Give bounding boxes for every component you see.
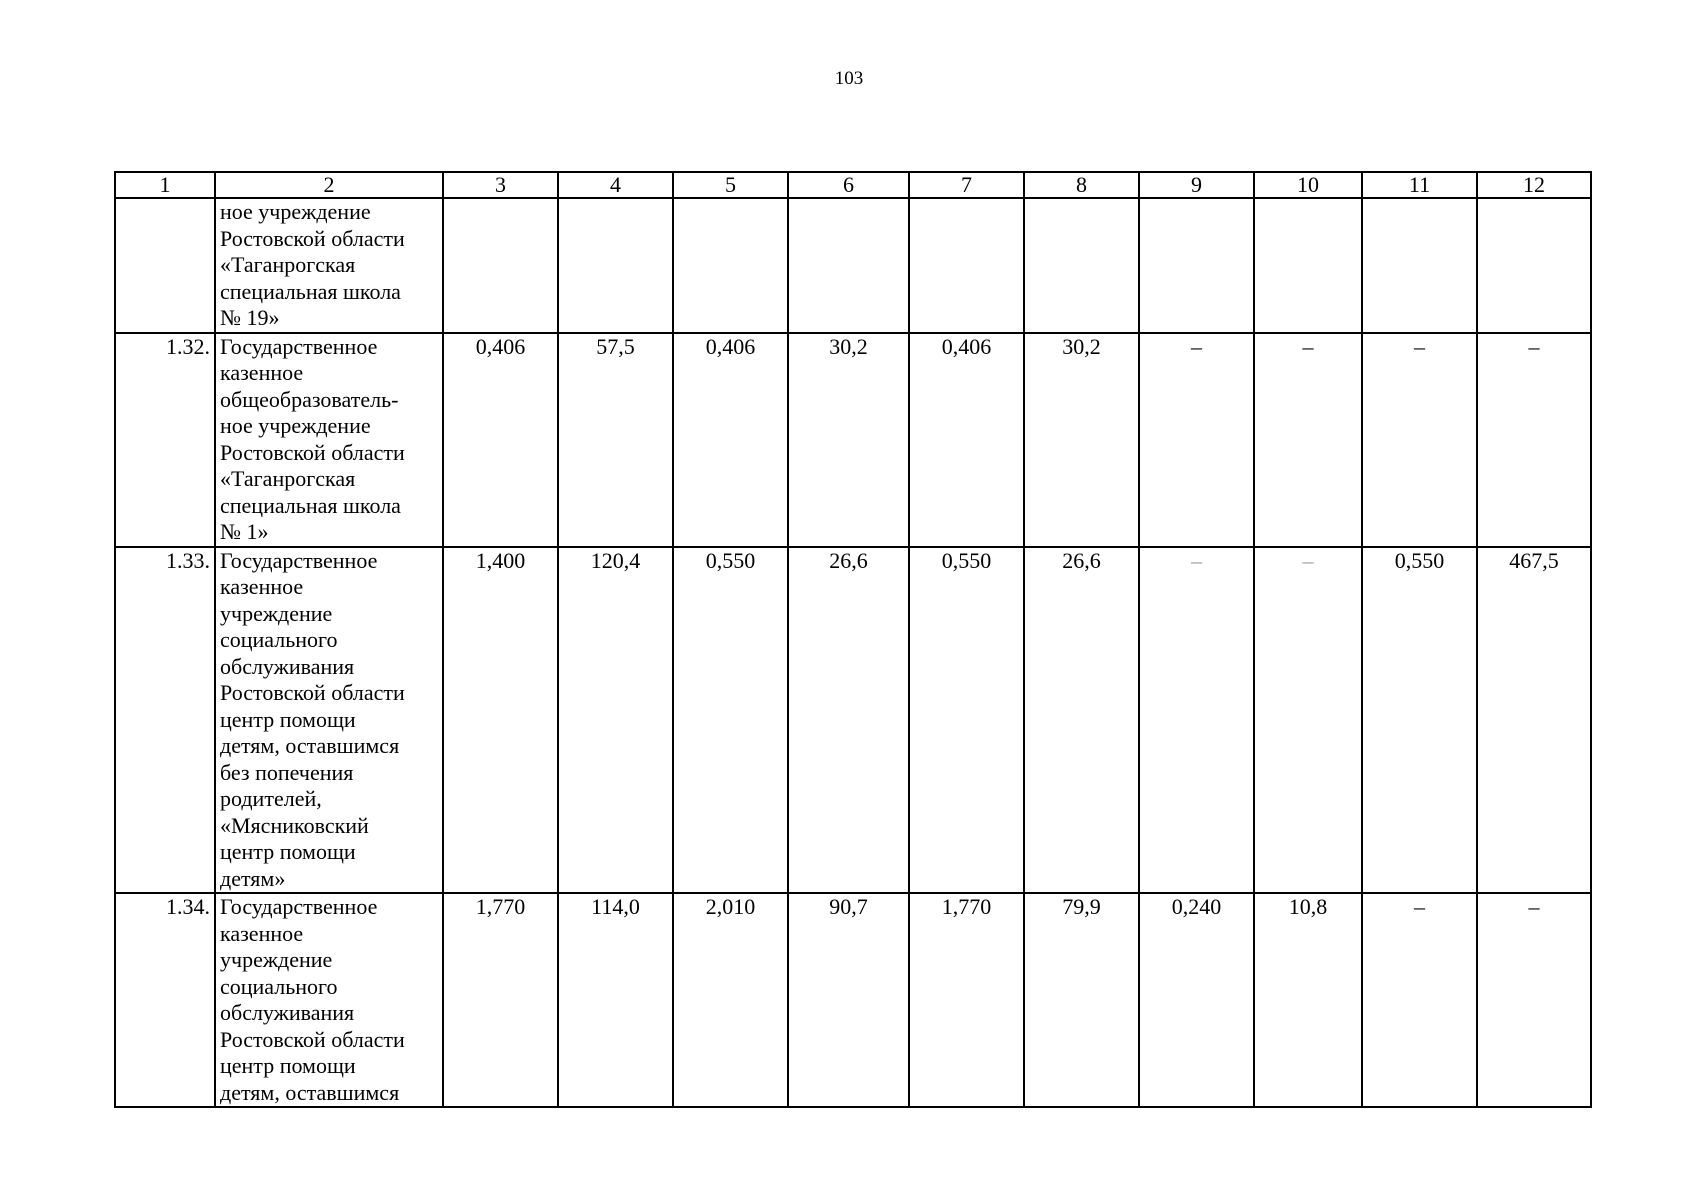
value-cell: 0,406 — [443, 333, 558, 547]
value-cell: – — [1362, 333, 1477, 547]
header-row — [115, 172, 1591, 198]
value-cell: – — [1477, 893, 1591, 1107]
value-cell: 10,8 — [1254, 893, 1362, 1107]
header-cell: 10 — [1254, 172, 1362, 198]
header-cell: 3 — [443, 172, 558, 198]
header-cell: 6 — [788, 172, 909, 198]
header-cell: 8 — [1024, 172, 1139, 198]
header-cell: 9 — [1139, 172, 1254, 198]
value-cell: 30,2 — [1024, 333, 1139, 547]
header-cell: 4 — [558, 172, 673, 198]
value-cell — [1477, 198, 1591, 333]
value-cell: 90,7 — [788, 893, 909, 1107]
institution-name-cell: Государственное казенное учреждение социального обслуживания Ростовской области центр помощи детям, оставшимся без попечения родителей, «Мясниковский центр помощи детям» — [215, 547, 443, 894]
value-cell: 0,550 — [673, 547, 788, 894]
value-cell: 0,550 — [909, 547, 1024, 894]
value-cell: 2,010 — [673, 893, 788, 1107]
value-cell: – — [1477, 333, 1591, 547]
value-cell — [443, 198, 558, 333]
value-cell: – — [1362, 893, 1477, 1107]
value-cell — [909, 198, 1024, 333]
institution-name-cell: ное учреждение Ростовской области «Таганрогская специальная школа № 19» — [215, 198, 443, 333]
value-cell: – — [1139, 547, 1254, 894]
header-cell: 5 — [673, 172, 788, 198]
value-cell: 1,770 — [909, 893, 1024, 1107]
row-number-cell — [115, 198, 215, 333]
value-cell: 57,5 — [558, 333, 673, 547]
header-cell: 2 — [215, 172, 443, 198]
value-cell — [1139, 198, 1254, 333]
value-cell: – — [1139, 333, 1254, 547]
value-cell: 0,406 — [673, 333, 788, 547]
data-table — [114, 171, 1592, 1108]
table-row — [115, 198, 1591, 333]
header-cell: 12 — [1477, 172, 1591, 198]
value-cell: – — [1254, 333, 1362, 547]
value-cell: – — [1254, 547, 1362, 894]
value-cell — [673, 198, 788, 333]
value-cell — [558, 198, 673, 333]
header-cell: 11 — [1362, 172, 1477, 198]
value-cell: 79,9 — [1024, 893, 1139, 1107]
value-cell: 26,6 — [1024, 547, 1139, 894]
value-cell: 0,550 — [1362, 547, 1477, 894]
row-number-cell: 1.32. — [115, 333, 215, 547]
value-cell — [1254, 198, 1362, 333]
value-cell: 120,4 — [558, 547, 673, 894]
institution-name-cell: Государственное казенное учреждение социального обслуживания Ростовской области центр помощи детям, оставшимся — [215, 893, 443, 1107]
header-cell: 1 — [115, 172, 215, 198]
table-row — [115, 333, 1591, 547]
institution-name-cell: Государственное казенное общеобразователь- ное учреждение Ростовской области «Таганрогская специальная школа № 1» — [215, 333, 443, 547]
value-cell: 1,400 — [443, 547, 558, 894]
value-cell: 114,0 — [558, 893, 673, 1107]
value-cell: 467,5 — [1477, 547, 1591, 894]
value-cell: 1,770 — [443, 893, 558, 1107]
table-row — [115, 893, 1591, 1107]
row-number-cell: 1.33. — [115, 547, 215, 894]
value-cell: 0,240 — [1139, 893, 1254, 1107]
header-cell: 7 — [909, 172, 1024, 198]
row-number-cell: 1.34. — [115, 893, 215, 1107]
value-cell — [1024, 198, 1139, 333]
table-row — [115, 547, 1591, 894]
page-number: 103 — [834, 68, 864, 89]
value-cell: 26,6 — [788, 547, 909, 894]
value-cell: 0,406 — [909, 333, 1024, 547]
value-cell — [788, 198, 909, 333]
value-cell: 30,2 — [788, 333, 909, 547]
value-cell — [1362, 198, 1477, 333]
